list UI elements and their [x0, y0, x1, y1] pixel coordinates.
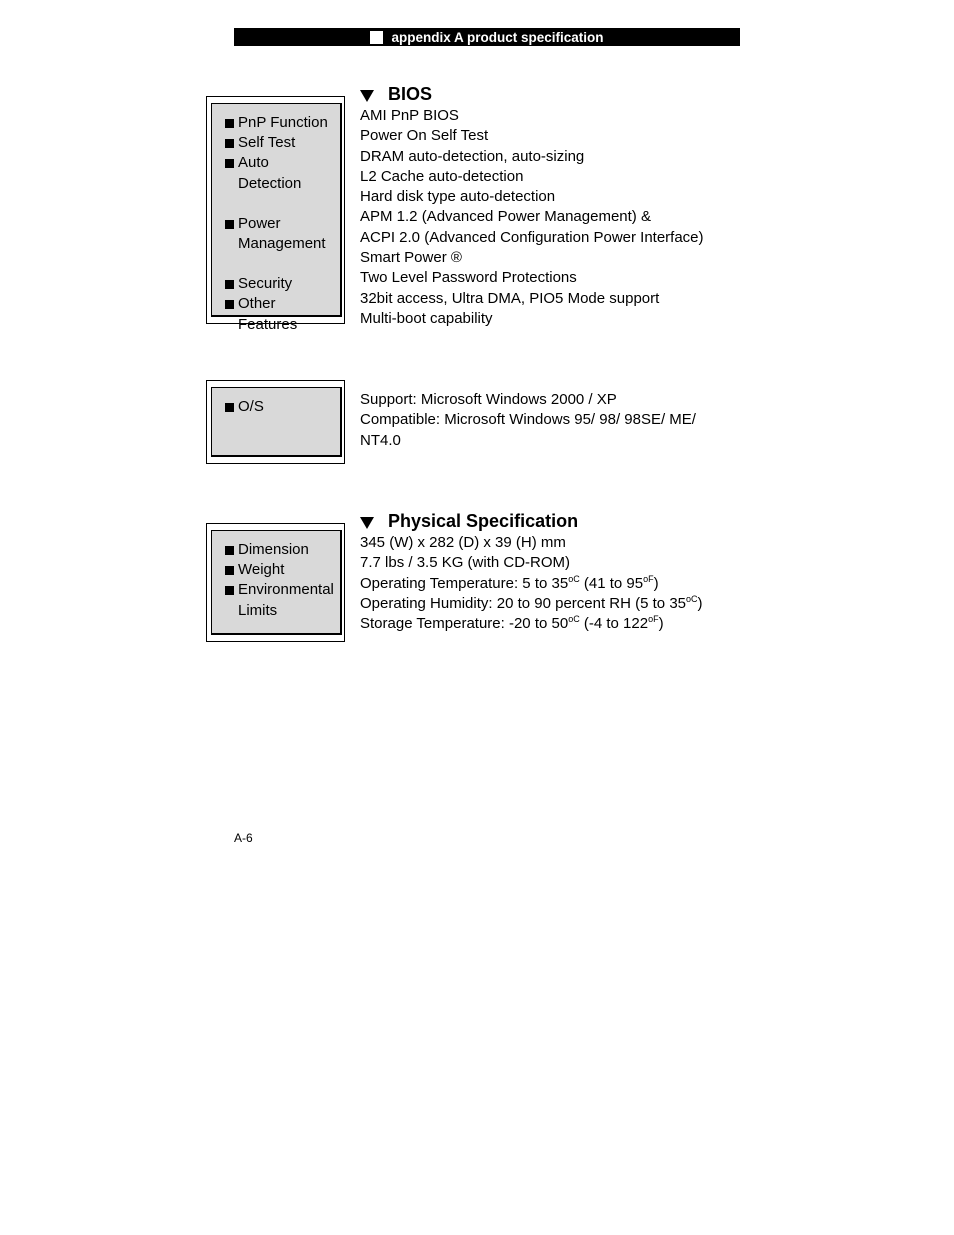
os-sidebox-panel — [211, 387, 342, 457]
bios-title — [360, 84, 432, 105]
bios-spec-list — [360, 106, 740, 329]
spec-line: DRAM auto-detection, auto-sizing — [360, 147, 585, 165]
bios-sidebox — [206, 96, 345, 333]
spec-line: Two Level Password Protections — [360, 269, 577, 287]
physical-sidebox — [206, 523, 345, 642]
spec-operating-humidity: Operating Humidity: 20 to 90 percent RH (5 to $35^{oC}$) — [360, 593, 703, 612]
spec-line: Hard disk type auto-detection — [360, 188, 556, 206]
os-sidebox — [206, 380, 345, 464]
triangle-down-icon — [360, 90, 374, 102]
spec-line: Support: Microsoft Windows 2000 / XP — [360, 391, 617, 408]
side-item-other: Other Features — [225, 294, 318, 334]
spec-dimension: 345 (W) x 282 (D) x 39 (H) mm — [360, 534, 566, 551]
spec-line: ACPI 2.0 (Advanced Configuration Power Interface) — [360, 228, 704, 246]
header-square-icon — [370, 31, 383, 44]
physical-side-list — [225, 540, 343, 621]
spec-storage-temperature: Storage Temperature: -20 to $50^{oC}$ (-4 to $122^{oF}$) — [360, 614, 664, 633]
bios-side-list — [225, 113, 338, 335]
spec-line: L2 Cache auto-detection — [360, 167, 524, 185]
side-item-auto-detection: Auto Detection — [225, 153, 318, 193]
spec-line: Smart Power ® — [360, 249, 462, 267]
side-item-dimension: Dimension — [225, 540, 343, 560]
side-item-pnp: PnP Function — [225, 113, 338, 133]
physical-spec-list — [360, 533, 740, 634]
side-item-self-test: Self Test — [225, 133, 338, 153]
side-item-weight: Weight — [225, 560, 343, 580]
spec-line: Multi-boot capability — [360, 309, 493, 327]
spec-weight: 7.7 lbs / 3.5 KG (with CD-ROM) — [360, 554, 571, 572]
spec-line: NT4.0 — [360, 431, 401, 449]
spec-operating-temperature: Operating Temperature: 5 to $35^{oC}$ (41 to $95^{oF}$) — [360, 573, 659, 592]
os-side-list — [225, 397, 264, 417]
physical-sidebox-panel — [211, 530, 342, 635]
physical-title — [360, 511, 578, 532]
page-number: A-6 — [234, 831, 253, 845]
page-header — [234, 28, 740, 46]
spec-line: APM 1.2 (Advanced Power Management) & — [360, 208, 651, 226]
spec-line: AMI PnP BIOS — [360, 107, 459, 124]
side-item-security: Security — [225, 274, 338, 294]
triangle-down-icon — [360, 517, 374, 529]
bios-title-text: BIOS — [388, 84, 433, 104]
side-item-environmental: Environmental Limits — [225, 580, 343, 620]
spec-line: 32bit access, Ultra DMA, PIO5 Mode support — [360, 289, 660, 307]
side-item-power: Power Management — [225, 214, 338, 254]
bios-sidebox-panel — [211, 103, 342, 333]
spec-line: Compatible: Microsoft Windows 95/ 98/ 98SE/ ME/ — [360, 411, 696, 429]
os-spec-list — [360, 390, 740, 451]
header-title: appendix A product specification — [391, 29, 604, 45]
physical-title-text: Physical Specification — [388, 511, 579, 531]
spec-line: Power On Self Test — [360, 127, 489, 145]
side-item-os: O/S — [225, 397, 264, 417]
